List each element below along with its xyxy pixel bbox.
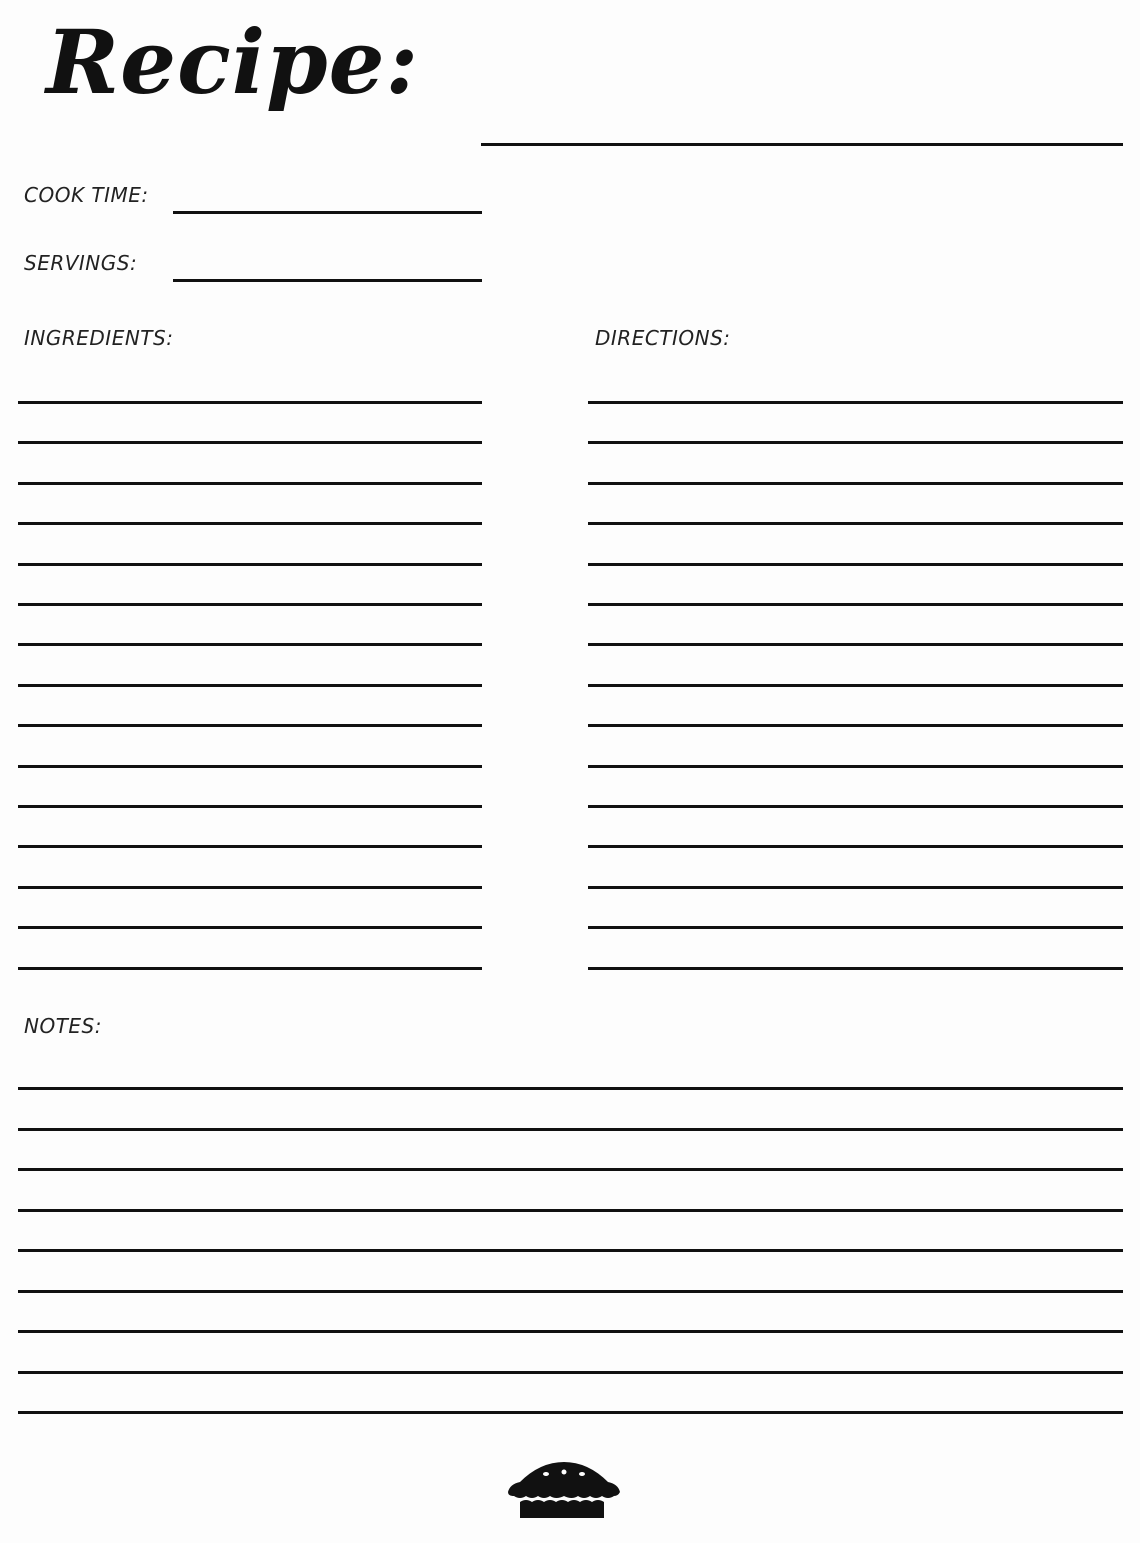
ingredient-line[interactable] <box>18 724 482 727</box>
page-title: Recipe: <box>46 10 420 114</box>
ingredient-line[interactable] <box>18 522 482 525</box>
pie-icon <box>504 1458 624 1522</box>
note-line[interactable] <box>18 1209 1123 1212</box>
note-line[interactable] <box>18 1411 1123 1414</box>
ingredients-label: INGREDIENTS: <box>24 326 174 350</box>
direction-line[interactable] <box>588 684 1123 687</box>
ingredient-line[interactable] <box>18 886 482 889</box>
ingredient-line[interactable] <box>18 926 482 929</box>
note-line[interactable] <box>18 1371 1123 1374</box>
servings-label: SERVINGS: <box>24 251 138 275</box>
direction-line[interactable] <box>588 967 1123 970</box>
ingredient-line[interactable] <box>18 482 482 485</box>
note-line[interactable] <box>18 1290 1123 1293</box>
note-line[interactable] <box>18 1128 1123 1131</box>
direction-line[interactable] <box>588 724 1123 727</box>
note-line[interactable] <box>18 1087 1123 1090</box>
ingredient-line[interactable] <box>18 563 482 566</box>
direction-line[interactable] <box>588 603 1123 606</box>
cook-time-line[interactable] <box>173 211 482 214</box>
direction-line[interactable] <box>588 482 1123 485</box>
direction-line[interactable] <box>588 845 1123 848</box>
ingredient-line[interactable] <box>18 684 482 687</box>
notes-label: NOTES: <box>24 1014 102 1038</box>
ingredient-line[interactable] <box>18 401 482 404</box>
ingredient-line[interactable] <box>18 845 482 848</box>
recipe-name-line[interactable] <box>481 143 1123 146</box>
direction-line[interactable] <box>588 926 1123 929</box>
direction-line[interactable] <box>588 522 1123 525</box>
direction-line[interactable] <box>588 765 1123 768</box>
note-line[interactable] <box>18 1168 1123 1171</box>
direction-line[interactable] <box>588 886 1123 889</box>
ingredient-line[interactable] <box>18 603 482 606</box>
direction-line[interactable] <box>588 643 1123 646</box>
directions-label: DIRECTIONS: <box>595 326 731 350</box>
direction-line[interactable] <box>588 563 1123 566</box>
direction-line[interactable] <box>588 805 1123 808</box>
ingredient-line[interactable] <box>18 643 482 646</box>
ingredient-line[interactable] <box>18 805 482 808</box>
note-line[interactable] <box>18 1249 1123 1252</box>
ingredient-line[interactable] <box>18 765 482 768</box>
cook-time-label: COOK TIME: <box>24 183 149 207</box>
ingredient-line[interactable] <box>18 967 482 970</box>
ingredient-line[interactable] <box>18 441 482 444</box>
direction-line[interactable] <box>588 441 1123 444</box>
note-line[interactable] <box>18 1330 1123 1333</box>
direction-line[interactable] <box>588 401 1123 404</box>
servings-line[interactable] <box>173 279 482 282</box>
